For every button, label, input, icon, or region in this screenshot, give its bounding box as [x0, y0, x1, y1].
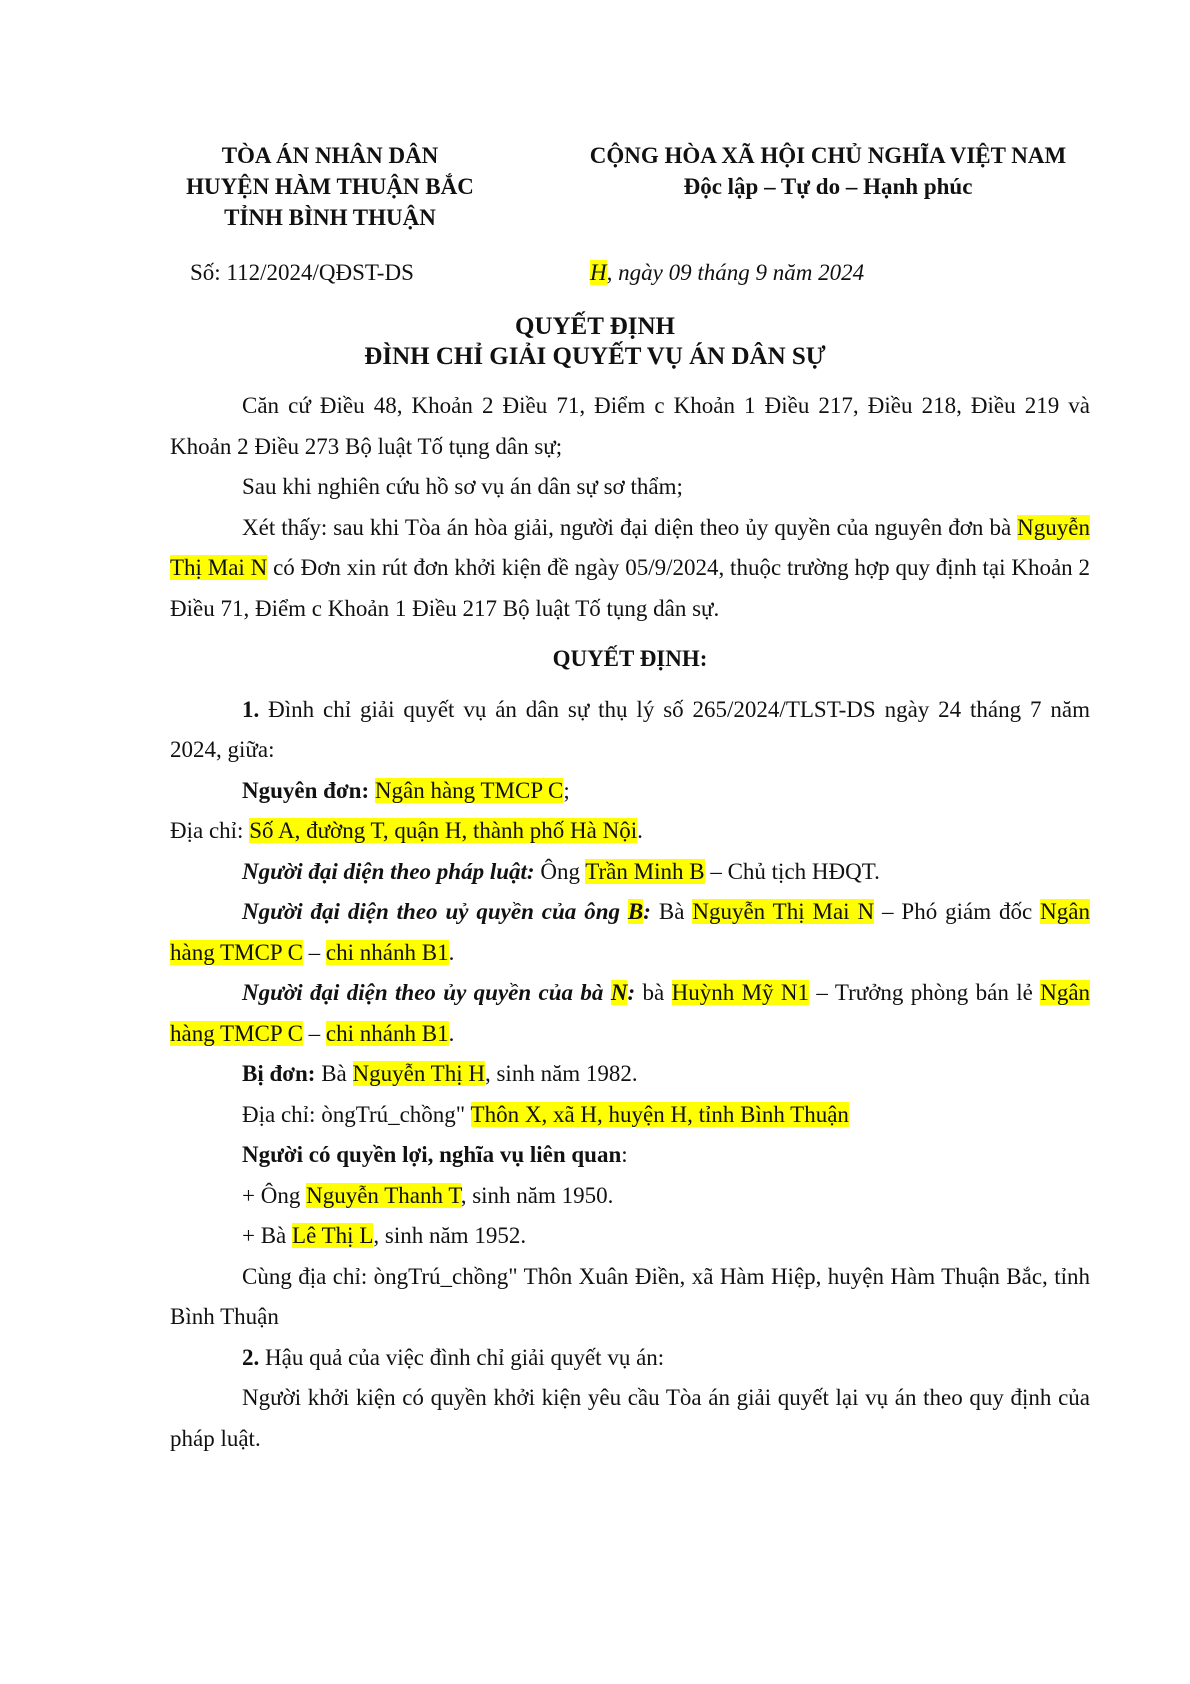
- decision-number: Số: 112/2024/QĐST-DS: [190, 260, 414, 285]
- related-party-2: + Bà Lê Thị L, sinh năm 1952.: [242, 1223, 527, 1248]
- item-2: 2. Hậu quả của việc đình chỉ giải quyết vụ án:: [242, 1344, 665, 1370]
- national-motto-block: [548, 140, 1108, 202]
- date-place: H: [590, 260, 607, 285]
- title-line-2: ĐÌNH CHỈ GIẢI QUYẾT VỤ ÁN DÂN SỰ: [364, 343, 826, 370]
- authorized-representative-2: Người đại diện theo ủy quyền của bà N: bà Huỳnh Mỹ N1 – Trưởng phòng bán lẻ Ngân hàng TMCP C – chi nhánh B1.: [170, 980, 1091, 1046]
- plaintiff-address: Địa chỉ: Số A, đường T, quận H, thành phố Hà Nội.: [170, 818, 643, 843]
- decision-heading: QUYẾT ĐỊNH:: [552, 646, 708, 671]
- title-line-1: QUYẾT ĐỊNH: [515, 313, 675, 340]
- plaintiff-line: Nguyên đơn: Ngân hàng TMCP C;: [242, 777, 570, 803]
- related-party-1: + Ông Nguyễn Thanh T, sinh năm 1950.: [242, 1182, 614, 1208]
- authorized-representative-1: Người đại diện theo uỷ quyền của ông B: Bà Nguyễn Thị Mai N – Phó giám đốc Ngân hàng TMCP C – chi nhánh B1.: [170, 899, 1090, 965]
- common-address: Cùng địa chỉ: òngTrú_chồng" Thôn Xuân Điền, xã Hàm Hiệp, huyện Hàm Thuận Bắc, tỉnh Bình Thuận: [170, 1263, 1090, 1329]
- related-parties-heading: Người có quyền lợi, nghĩa vụ liên quan:: [242, 1142, 628, 1167]
- defendant-line: Bị đơn: Bà Nguyễn Thị H, sinh năm 1982.: [242, 1061, 638, 1086]
- preamble-review: Sau khi nghiên cứu hồ sơ vụ án dân sự sơ thẩm;: [242, 474, 683, 499]
- preamble-finding: Xét thấy: sau khi Tòa án hòa giải, người đại diện theo ủy quyền của nguyên đơn bà Nguyễn Thị Mai N có Đơn xin rút đơn khởi kiện đề ngày 05/9/2024, thuộc trường hợp quy định tại Khoản 2 Điều 71, Điểm c Khoản 1 Điều 217 Bộ luật Tố tụng dân sự.: [170, 514, 1090, 621]
- date-rest: , ngày 09 tháng 9 năm 2024: [606, 260, 865, 285]
- preamble-legal-basis: Căn cứ Điều 48, Khoản 2 Điều 71, Điểm c Khoản 1 Điều 217, Điều 218, Điều 219 và Khoản 2 Điều 273 Bộ luật Tố tụng dân sự;: [170, 393, 1090, 459]
- country-name: CỘNG HÒA XÃ HỘI CHỦ NGHĨA VIỆT NAM: [589, 143, 1067, 168]
- court-line-3: TỈNH BÌNH THUẬN: [224, 205, 436, 230]
- item-1: 1. Đình chỉ giải quyết vụ án dân sự thụ lý số 265/2024/TLST-DS ngày 24 tháng 7 năm 2024, giữa:: [170, 696, 1090, 762]
- plaintiff-name: Ngân hàng TMCP C: [374, 777, 564, 803]
- defendant-address: Địa chỉ: òngTrú_chồng" Thôn X, xã H, huyện H, tỉnh Bình Thuận: [242, 1101, 849, 1127]
- court-line-2: HUYỆN HÀM THUẬN BẮC: [186, 174, 474, 199]
- court-line-1: TÒA ÁN NHÂN DÂN: [221, 143, 439, 168]
- finding-rep-name: Nguyễn Thị Mai N: [170, 514, 1090, 580]
- decision-date: [590, 260, 864, 286]
- document-body: [170, 386, 1090, 1459]
- document-title: [0, 312, 1190, 372]
- motto: Độc lập – Tự do – Hạnh phúc: [683, 174, 973, 199]
- document-header: [0, 140, 1190, 236]
- item-2-consequence: Người khởi kiện có quyền khởi kiện yêu cầu Tòa án giải quyết lại vụ án theo quy định của pháp luật.: [170, 1385, 1090, 1451]
- court-name-block: [150, 140, 510, 233]
- legal-representative: Người đại diện theo pháp luật: Ông Trần Minh B – Chủ tịch HĐQT.: [242, 858, 880, 884]
